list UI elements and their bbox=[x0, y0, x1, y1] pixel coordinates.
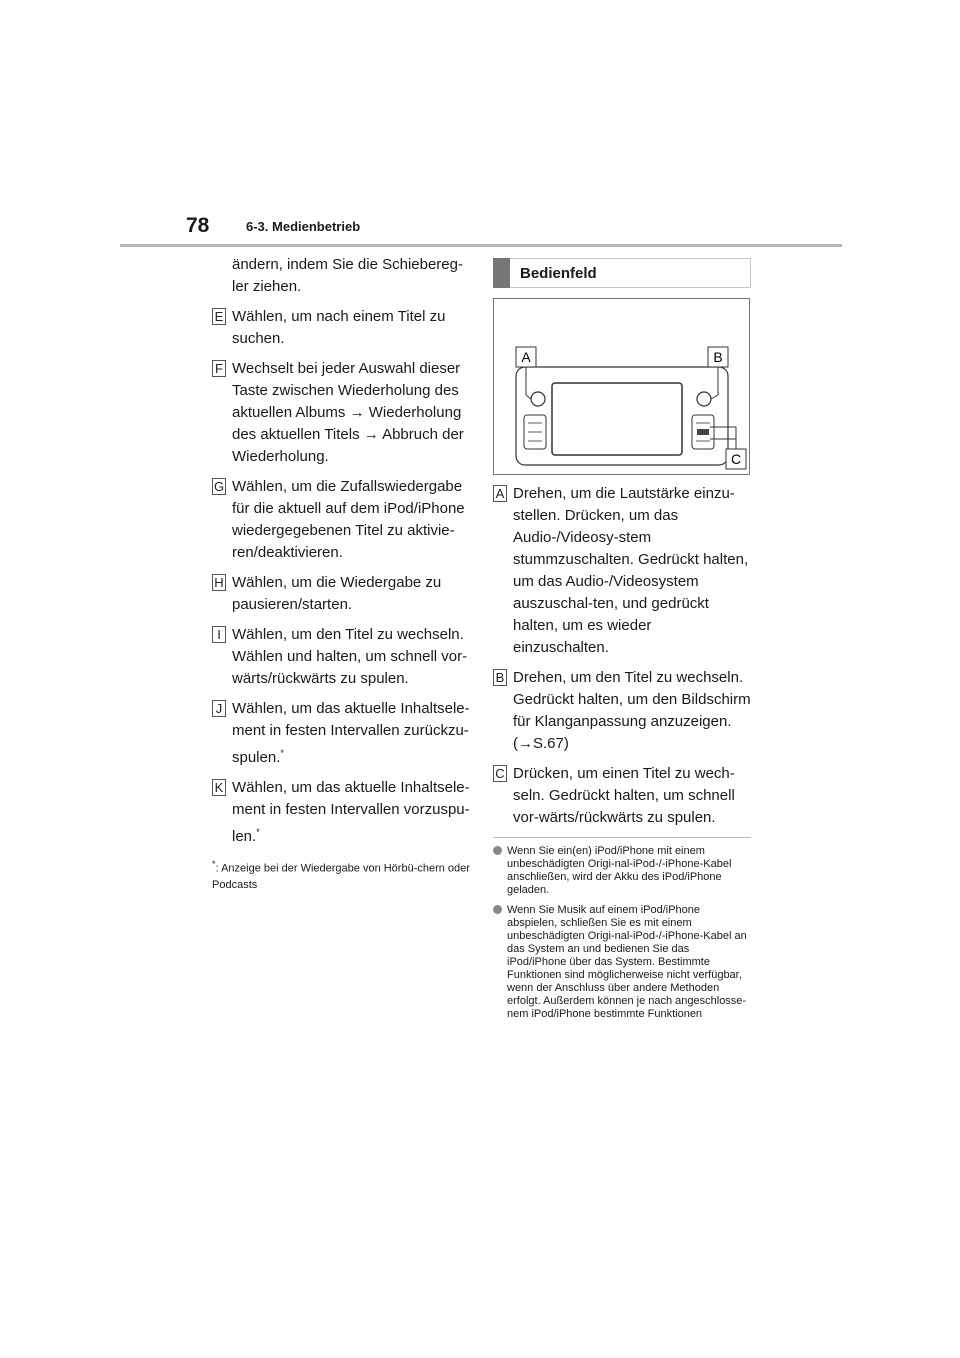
entry-j bbox=[212, 698, 470, 769]
marker-e: E bbox=[212, 308, 226, 325]
entry-g bbox=[212, 476, 470, 564]
entry-c bbox=[493, 763, 751, 829]
entry-f bbox=[212, 358, 470, 468]
panel-title: Bedienfeld bbox=[520, 264, 597, 282]
entry-k-asterisk: * bbox=[256, 827, 260, 837]
marker-f: F bbox=[212, 360, 226, 377]
entry-k bbox=[212, 777, 470, 848]
volume-knob bbox=[531, 392, 545, 406]
note-item bbox=[493, 904, 751, 1021]
heading-bar bbox=[493, 258, 510, 288]
callout-c-label: C bbox=[730, 451, 742, 467]
marker-a: A bbox=[493, 485, 507, 502]
entry-j-body bbox=[232, 698, 470, 769]
bullet-icon bbox=[493, 846, 502, 855]
section-title: 6-3. Medienbetrieb bbox=[246, 219, 361, 234]
entry-a-text: Drehen, um die Lautstärke einzu-stellen. Drücken, um das Audio-/Videosy-stem stummzuschalten. Gedrückt halten, um das Audio-/Videosystem auszuschal-ten, und gedrückt halten, um es wieder einzuschalten. bbox=[513, 485, 749, 656]
entry-a bbox=[493, 483, 751, 659]
marker-g: G bbox=[213, 479, 225, 494]
page-number: 78 bbox=[186, 214, 210, 237]
bullet-icon bbox=[493, 905, 502, 914]
header-divider bbox=[120, 244, 842, 247]
marker-h: H bbox=[212, 574, 226, 591]
footnote bbox=[212, 856, 470, 893]
marker-i: I bbox=[212, 626, 226, 643]
marker-c: C bbox=[493, 765, 507, 782]
note-text: Wenn Sie Musik auf einem iPod/iPhone abspielen, schließen Sie es mit einem unbeschädigten Origi-nal-iPod-/-iPhone-Kabel an das System an und bedienen Sie das iPod/iPhone über das System. Bestimmte Funktionen sind möglicherweise nicht verfügbar, wenn der Anschluss über andere Methoden erfolgt. Außerdem können je nach angeschlosse-nem iPod/iPhone bestimmte Funktionen bbox=[507, 904, 747, 1020]
entry-h bbox=[212, 572, 470, 616]
intro-paragraph bbox=[212, 254, 470, 298]
entry-f-text: Wechselt bei jeder Auswahl dieser Taste zwischen Wiederholung des aktuellen Albums → Wiederholung des aktuellen Titels → Abbruch der Wiederholung. bbox=[232, 360, 464, 465]
entry-j-asterisk: * bbox=[280, 748, 284, 758]
entry-i bbox=[212, 624, 470, 690]
seek-button bbox=[697, 429, 709, 435]
entry-h-text: Wählen, um die Wiedergabe zu pausieren/starten. bbox=[232, 574, 442, 613]
entry-k-text: Wählen, um das aktuelle Inhaltsele-ment in festen Intervallen vorzuspu-len. bbox=[232, 779, 470, 845]
entry-c-text: Drücken, um einen Titel zu wech-seln. Gedrückt halten, um schnell vor-wärts/rückwärts zu spulen. bbox=[513, 765, 735, 826]
entry-b-text: Drehen, um den Titel zu wechseln. Gedrückt halten, um den Bildschirm für Klanganpassung anzuzeigen. (→S.67) bbox=[513, 669, 751, 752]
control-panel-illustration bbox=[494, 299, 749, 474]
callout-a-line bbox=[526, 395, 531, 399]
tune-knob bbox=[697, 392, 711, 406]
entry-b bbox=[493, 667, 751, 755]
control-panel-figure bbox=[493, 298, 750, 475]
head-unit-screen bbox=[552, 383, 682, 455]
marker-j: J bbox=[212, 700, 226, 717]
footnote-text: : Anzeige bei der Wiedergabe von Hörbü-chern oder Podcasts bbox=[212, 862, 470, 891]
notes-divider bbox=[493, 837, 751, 838]
right-column bbox=[493, 258, 751, 1021]
entry-e-text: Wählen, um nach einem Titel zu suchen. bbox=[232, 308, 446, 347]
marker-b: B bbox=[493, 669, 507, 686]
entry-j-text: Wählen, um das aktuelle Inhaltsele-ment in festen Intervallen zurückzu-spulen. bbox=[232, 700, 470, 766]
intro-text: ändern, indem Sie die Schiebereg-ler ziehen. bbox=[232, 256, 463, 295]
note-item bbox=[493, 845, 751, 897]
entry-g-text: Wählen, um die Zufallswiedergabe für die aktuell auf dem iPod/iPhone wiedergegebenen Titel zu aktivie-ren/deaktivieren. bbox=[232, 478, 465, 561]
panel-heading bbox=[493, 258, 751, 288]
entry-e bbox=[212, 306, 470, 350]
right-entries bbox=[493, 483, 751, 829]
entry-i-text: Wählen, um den Titel zu wechseln. Wählen und halten, um schnell vor-wärts/rückwärts zu spulen. bbox=[232, 626, 468, 687]
callout-b-line bbox=[711, 395, 718, 399]
callout-a-label: A bbox=[521, 349, 531, 365]
head-unit-body bbox=[516, 367, 728, 465]
marker-k: K bbox=[212, 779, 226, 796]
callout-b-label: B bbox=[713, 349, 723, 365]
left-column bbox=[212, 254, 470, 893]
note-text: Wenn Sie ein(en) iPod/iPhone mit einem unbeschädigten Origi-nal-iPod-/-iPhone-Kabel anschließen, wird der Akku des iPod/iPhone geladen. bbox=[507, 845, 732, 896]
footnote-mark: * bbox=[212, 859, 216, 869]
entry-k-body bbox=[232, 777, 470, 848]
